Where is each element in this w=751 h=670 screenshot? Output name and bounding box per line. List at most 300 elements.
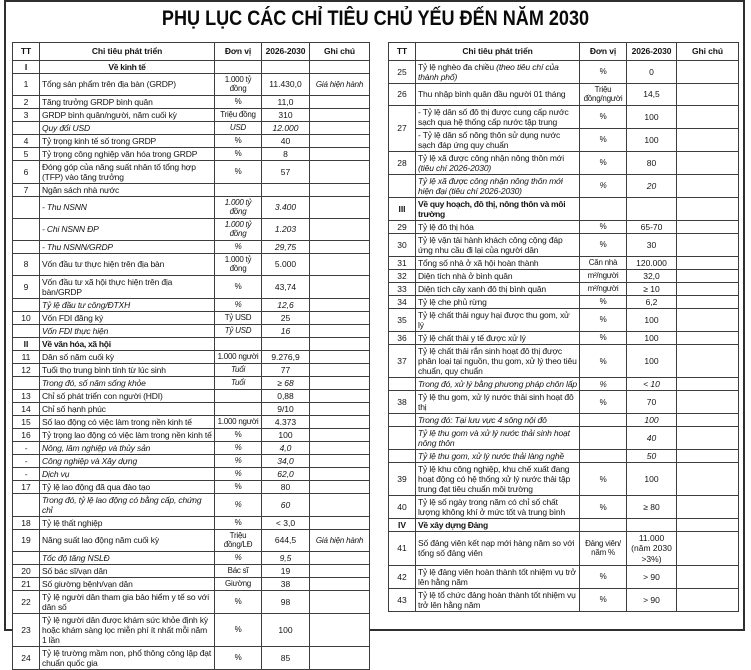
cell-indicator: [416, 128, 580, 151]
table-row: [389, 345, 739, 378]
cell-value: ≥ 10: [627, 283, 677, 296]
cell-value: 4.373: [262, 415, 310, 428]
cell-value: ≥ 68: [262, 376, 310, 389]
column-header: TT: [13, 43, 40, 61]
indicator-text: Diện tích nhà ở bình quân: [418, 271, 513, 282]
indicator-text: Tỷ lệ nghèo đa chiều: [418, 62, 497, 72]
cell-note: [677, 234, 739, 257]
cell-indicator: [416, 345, 580, 378]
cell-indicator: [40, 493, 215, 516]
table-row: [13, 350, 370, 363]
cell-tt: 37: [389, 345, 416, 378]
column-header: Chỉ tiêu phát triển: [40, 43, 215, 61]
cell-indicator: [416, 61, 580, 84]
table-row: [13, 493, 370, 516]
cell-tt: 32: [389, 270, 416, 283]
cell-indicator: [416, 257, 580, 270]
indicator-text: Nông, lâm nghiệp và thủy sản: [42, 442, 151, 453]
cell-value: 14,5: [627, 84, 677, 106]
cell-value: 644,5: [262, 529, 310, 551]
cell-unit: USD: [215, 121, 262, 134]
table-row: [13, 529, 370, 551]
cell-tt: 31: [389, 257, 416, 270]
indicator-text: Chỉ số hạnh phúc: [42, 403, 106, 414]
cell-note: [677, 221, 739, 234]
section-row: [13, 337, 370, 350]
cell-value: < 3,0: [262, 516, 310, 529]
cell-note: [310, 61, 370, 74]
cell-indicator: [40, 240, 215, 253]
cell-value: 85: [262, 646, 310, 669]
cell-tt: -: [13, 454, 40, 467]
cell-unit: Đảng viên/ năm %: [580, 532, 627, 565]
cell-tt: [13, 218, 40, 240]
cell-value: 57: [262, 160, 310, 183]
cell-unit: m²/người: [580, 283, 627, 296]
cell-unit: m²/người: [580, 270, 627, 283]
cell-tt: [13, 121, 40, 134]
cell-tt: III: [389, 198, 416, 221]
table-row: [389, 565, 739, 588]
cell-unit: %: [580, 309, 627, 332]
cell-value: [262, 184, 310, 197]
cell-indicator: [40, 147, 215, 160]
cell-unit: %: [215, 240, 262, 253]
table-row: [389, 309, 739, 332]
cell-tt: 33: [389, 283, 416, 296]
cell-indicator: [40, 298, 215, 311]
indicator-text: Về văn hóa, xã hội: [42, 338, 111, 349]
cell-indicator: [40, 376, 215, 389]
cell-unit: %: [215, 493, 262, 516]
cell-tt: 24: [13, 646, 40, 669]
indicator-text: Tỷ lệ thất nghiệp: [42, 517, 103, 528]
cell-note: [310, 480, 370, 493]
cell-indicator: [40, 218, 215, 240]
table-row: [13, 160, 370, 183]
cell-value: 100: [627, 332, 677, 345]
cell-indicator: [40, 74, 215, 96]
cell-tt: 29: [389, 221, 416, 234]
cell-value: 80: [627, 151, 677, 174]
cell-indicator: [416, 532, 580, 565]
table-row: [389, 257, 739, 270]
cell-unit: 1.000 tỷ đồng: [215, 74, 262, 96]
cell-indicator: [40, 121, 215, 134]
cell-value: ≥ 80: [627, 496, 677, 519]
cell-value: 0: [627, 61, 677, 84]
cell-value: 5.000: [262, 253, 310, 275]
cell-unit: [580, 450, 627, 463]
cell-note: [677, 309, 739, 332]
cell-unit: Tuổi: [215, 363, 262, 376]
cell-unit: %: [580, 565, 627, 588]
cell-unit: %: [580, 61, 627, 84]
cell-note: [310, 184, 370, 197]
cell-unit: [215, 184, 262, 197]
cell-value: 34,0: [262, 454, 310, 467]
cell-note: [310, 197, 370, 219]
cell-note: [677, 391, 739, 414]
cell-indicator: [40, 590, 215, 613]
cell-note: [310, 564, 370, 577]
cell-unit: %: [215, 454, 262, 467]
cell-unit: [580, 427, 627, 450]
cell-value: 100: [627, 128, 677, 151]
cell-note: [310, 275, 370, 298]
cell-value: 32,0: [627, 270, 677, 283]
table-row: [389, 414, 739, 427]
cell-value: 9,5: [262, 551, 310, 564]
cell-unit: %: [215, 551, 262, 564]
cell-unit: %: [215, 646, 262, 669]
indicator-text: Tỷ lệ xã được công nhận nông thôn mới hiện đại (tiêu chí 2026-2030): [418, 176, 563, 197]
cell-indicator: [416, 565, 580, 588]
cell-note: [310, 441, 370, 454]
cell-note: [310, 467, 370, 480]
table-row: [13, 74, 370, 96]
cell-indicator: [416, 234, 580, 257]
cell-note: [310, 454, 370, 467]
cell-unit: %: [580, 345, 627, 378]
indicator-text: - Tỷ lệ dân số đô thị được cung cấp nước sạch qua hệ thống cấp nước tập trung: [418, 106, 569, 127]
indicator-text: Tỷ trọng kinh tế số trong GRDP: [42, 135, 157, 146]
cell-value: 100: [627, 105, 677, 128]
cell-value: 20: [627, 175, 677, 198]
table-row: [13, 646, 370, 669]
cell-unit: %: [215, 441, 262, 454]
indicator-text: Số giường bệnh/vạn dân: [42, 578, 133, 589]
cell-note: [310, 516, 370, 529]
indicator-text: Về kinh tế: [108, 62, 146, 72]
cell-tt: 2: [13, 95, 40, 108]
table-row: [389, 105, 739, 128]
indicator-text: Tỷ lệ che phủ rừng: [418, 297, 487, 308]
cell-unit: Bác sĩ: [215, 564, 262, 577]
indicator-text: Vốn FDI thực hiện: [42, 325, 109, 336]
table-header-left: [13, 43, 370, 61]
cell-note: [677, 427, 739, 450]
table-row: [13, 147, 370, 160]
cell-unit: %: [215, 590, 262, 613]
cell-value: 25: [262, 311, 310, 324]
indicator-text: Tỷ lệ thu gom, xử lý nước thải làng nghề: [418, 451, 564, 462]
cell-note: Giá hiện hành: [310, 529, 370, 551]
cell-indicator: [40, 480, 215, 493]
cell-note: [677, 463, 739, 496]
indicator-text: Tỷ lệ xã được công nhận nông thôn mới: [418, 152, 564, 163]
cell-indicator: [40, 389, 215, 402]
cell-indicator: [40, 184, 215, 197]
table-row: [13, 253, 370, 275]
cell-indicator: [416, 270, 580, 283]
cell-unit: 1.000 tỷ đồng: [215, 197, 262, 219]
indicator-text: Năng suất lao động năm cuối kỳ: [42, 535, 159, 546]
cell-tt: [389, 427, 416, 450]
cell-tt: 42: [389, 565, 416, 588]
table-row: [389, 84, 739, 106]
cell-note: [310, 108, 370, 121]
table-row: [389, 221, 739, 234]
cell-indicator: [40, 160, 215, 183]
cell-note: [310, 551, 370, 564]
cell-note: [677, 532, 739, 565]
cell-note: [310, 324, 370, 337]
cell-tt: [389, 414, 416, 427]
cell-unit: [580, 414, 627, 427]
indicator-text: Trong đó, số năm sống khỏe: [42, 377, 146, 388]
cell-tt: 16: [13, 428, 40, 441]
cell-indicator: [40, 402, 215, 415]
cell-unit: %: [215, 467, 262, 480]
cell-tt: 27: [389, 105, 416, 151]
table-row: [389, 496, 739, 519]
cell-unit: %: [215, 95, 262, 108]
cell-note: [677, 84, 739, 106]
cell-value: 30: [627, 234, 677, 257]
cell-tt: 17: [13, 480, 40, 493]
cell-unit: %: [215, 480, 262, 493]
column-header: TT: [389, 43, 416, 61]
indicator-text: Tăng trưởng GRDP bình quân: [42, 96, 153, 107]
cell-indicator: [40, 337, 215, 350]
table-row: [389, 128, 739, 151]
column-header: Đơn vị: [215, 43, 262, 61]
cell-note: [677, 519, 739, 532]
cell-indicator: [40, 311, 215, 324]
cell-value: 100: [627, 463, 677, 496]
table-row: [13, 415, 370, 428]
column-header: Ghi chú: [677, 43, 739, 61]
indicator-text: Tỷ lệ đầu tư công/ĐTXH: [42, 299, 131, 310]
cell-note: [310, 218, 370, 240]
table-body-right: [389, 61, 739, 612]
cell-unit: [215, 389, 262, 402]
cell-indicator: [40, 516, 215, 529]
table-row: [389, 151, 739, 174]
cell-unit: [580, 519, 627, 532]
indicator-text: Tỷ lệ tổ chức đảng hoàn thành tốt nhiệm vụ trở lên hằng năm: [418, 589, 576, 610]
cell-note: [677, 378, 739, 391]
indicator-text: Trong đó, tỷ lệ lao động có bằng cấp, chứng chỉ: [42, 494, 202, 515]
indicator-text: Vốn đầu tư thực hiện trên địa bàn: [42, 259, 165, 270]
table-header-right: [389, 43, 739, 61]
cell-tt: [13, 298, 40, 311]
cell-unit: %: [580, 175, 627, 198]
indicator-text: Công nghiệp và Xây dựng: [42, 455, 138, 466]
cell-value: 70: [627, 391, 677, 414]
cell-indicator: [40, 551, 215, 564]
cell-unit: Giường: [215, 577, 262, 590]
cell-note: [677, 175, 739, 198]
cell-value: 43,74: [262, 275, 310, 298]
table-row: [13, 311, 370, 324]
cell-value: 16: [262, 324, 310, 337]
cell-tt: 40: [389, 496, 416, 519]
cell-indicator: [40, 350, 215, 363]
cell-note: [310, 590, 370, 613]
cell-indicator: [40, 441, 215, 454]
table-row: [389, 283, 739, 296]
cell-value: 40: [627, 427, 677, 450]
cell-unit: 1.000 người: [215, 350, 262, 363]
cell-unit: Tỷ USD: [215, 311, 262, 324]
cell-tt: 20: [13, 564, 40, 577]
cell-unit: %: [580, 496, 627, 519]
indicator-text: Tổng sản phẩm trên địa bàn (GRDP): [42, 79, 176, 90]
cell-unit: %: [215, 275, 262, 298]
cell-unit: 1.000 người: [215, 415, 262, 428]
cell-indicator: [416, 450, 580, 463]
table-row: [13, 389, 370, 402]
cell-indicator: [416, 378, 580, 391]
indicators-table-right: [388, 42, 739, 612]
cell-note: [677, 332, 739, 345]
cell-tt: 13: [13, 389, 40, 402]
cell-indicator: [416, 151, 580, 174]
cell-tt: 23: [13, 613, 40, 646]
cell-tt: 39: [389, 463, 416, 496]
cell-indicator: [40, 134, 215, 147]
cell-tt: [13, 551, 40, 564]
cell-indicator: [416, 496, 580, 519]
cell-note: [677, 198, 739, 221]
indicator-text: Trong đó: Tại lưu vực 4 sông nội đô: [418, 415, 547, 426]
cell-indicator: [40, 324, 215, 337]
table-row: [13, 564, 370, 577]
table-row: [13, 134, 370, 147]
indicator-text: Tỷ lệ lao động đã qua đào tạo: [42, 481, 151, 492]
cell-indicator: [40, 428, 215, 441]
table-row: [13, 428, 370, 441]
cell-indicator: [416, 105, 580, 128]
cell-value: 29,75: [262, 240, 310, 253]
table-row: [13, 454, 370, 467]
table-row: [389, 270, 739, 283]
cell-indicator: [416, 221, 580, 234]
cell-value: 50: [627, 450, 677, 463]
indicator-text: Dịch vụ: [42, 468, 70, 479]
cell-tt: 3: [13, 108, 40, 121]
cell-value: 65-70: [627, 221, 677, 234]
cell-value: 19: [262, 564, 310, 577]
table-row: [389, 234, 739, 257]
page-title: PHỤ LỤC CÁC CHỈ TIÊU CHỦ YẾU ĐẾN NĂM 2030: [161, 7, 590, 30]
cell-unit: Triệu đồng/LĐ: [215, 529, 262, 551]
cell-value: 12.000: [262, 121, 310, 134]
table-row: [389, 175, 739, 198]
indicator-text: Tỷ lệ thu gom và xử lý nước thải sinh hoạt nông thôn: [418, 428, 570, 449]
cell-unit: %: [215, 516, 262, 529]
cell-note: [310, 147, 370, 160]
cell-indicator: [416, 283, 580, 296]
cell-note: [677, 270, 739, 283]
table-row: [13, 240, 370, 253]
cell-tt: 19: [13, 529, 40, 551]
cell-value: 9.276,9: [262, 350, 310, 363]
table-row: [13, 363, 370, 376]
indicator-note-text: (tiêu chí 2026-2030): [418, 162, 492, 173]
cell-value: > 90: [627, 565, 677, 588]
cell-tt: 10: [13, 311, 40, 324]
cell-value: 77: [262, 363, 310, 376]
table-row: [389, 332, 739, 345]
cell-indicator: [40, 253, 215, 275]
table-row: [389, 378, 739, 391]
indicator-text: Tỷ trọng lao động có việc làm trong nền kinh tế: [42, 429, 212, 440]
indicator-text: Tỷ lệ đô thị hóa: [418, 222, 474, 233]
table-row: [389, 532, 739, 565]
cell-unit: [580, 198, 627, 221]
table-row: [389, 427, 739, 450]
indicator-text: Tỷ lệ người dân được khám sức khỏe định kỳ hoặc khám sàng lọc miễn phí ít nhất mỗi năm 1 lần: [42, 614, 209, 645]
cell-indicator: [416, 309, 580, 332]
indicator-text: Tỷ trọng công nghiệp văn hóa trong GRDP: [42, 148, 198, 159]
cell-note: [677, 151, 739, 174]
cell-note: [310, 240, 370, 253]
indicator-text: Tỷ lệ người dân tham gia bảo hiểm y tế so với dân số: [42, 591, 209, 612]
cell-indicator: [40, 646, 215, 669]
cell-value: 80: [262, 480, 310, 493]
cell-unit: %: [580, 391, 627, 414]
cell-tt: -: [13, 467, 40, 480]
cell-note: [310, 376, 370, 389]
cell-tt: [13, 197, 40, 219]
column-header: Đơn vị: [580, 43, 627, 61]
table-row: [13, 184, 370, 197]
cell-indicator: [40, 529, 215, 551]
cell-tt: 6: [13, 160, 40, 183]
cell-value: 9/10: [262, 402, 310, 415]
cell-tt: [389, 450, 416, 463]
indicator-text: Ngân sách nhà nước: [42, 185, 120, 195]
cell-unit: %: [215, 160, 262, 183]
cell-value: 12,6: [262, 298, 310, 311]
cell-indicator: [416, 463, 580, 496]
cell-unit: %: [580, 221, 627, 234]
cell-value: 11.000 (năm 2030 >3%): [627, 532, 677, 565]
column-header: 2026-2030: [627, 43, 677, 61]
cell-unit: %: [215, 134, 262, 147]
cell-tt: 12: [13, 363, 40, 376]
cell-value: 60: [262, 493, 310, 516]
cell-note: [310, 402, 370, 415]
cell-indicator: [40, 415, 215, 428]
cell-tt: I: [13, 61, 40, 74]
indicator-text: Tỷ lệ vận tải hành khách công cộng đáp ứng nhu cầu đi lại của người dân: [418, 235, 563, 256]
column-header: Chỉ tiêu phát triển: [416, 43, 580, 61]
header-row: [13, 43, 370, 61]
table-row: [13, 108, 370, 121]
cell-indicator: [416, 588, 580, 611]
table-row: [389, 588, 739, 611]
cell-note: [310, 160, 370, 183]
header-row: [389, 43, 739, 61]
table-row: [13, 551, 370, 564]
cell-note: [310, 577, 370, 590]
cell-tt: [13, 240, 40, 253]
table-row: [13, 480, 370, 493]
indicator-text: Tốc độ tăng NSLĐ: [42, 552, 110, 563]
cell-tt: 25: [389, 61, 416, 84]
cell-tt: 14: [13, 402, 40, 415]
cell-tt: 41: [389, 532, 416, 565]
cell-tt: IV: [389, 519, 416, 532]
cell-indicator: [416, 414, 580, 427]
cell-unit: %: [215, 428, 262, 441]
indicator-text: Tỷ lệ thu gom, xử lý nước thải sinh hoạt đô thị: [418, 392, 574, 413]
cell-tt: 1: [13, 74, 40, 96]
